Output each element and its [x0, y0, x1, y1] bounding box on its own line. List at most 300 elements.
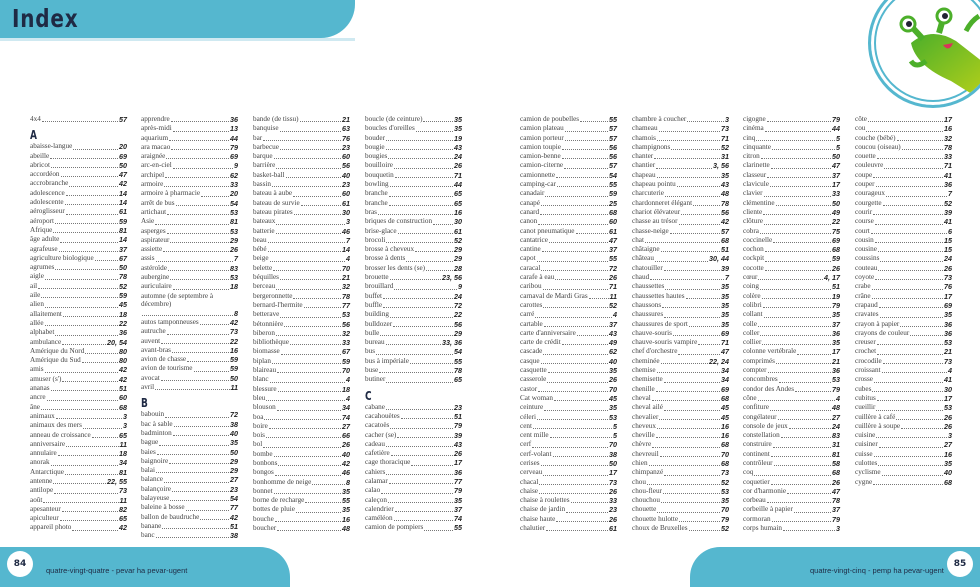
entry-page: 56 [454, 319, 462, 329]
dot-leader [393, 326, 453, 327]
entry-term: chamois [632, 133, 656, 142]
index-entry [141, 531, 238, 540]
entry-term: blouson [253, 403, 276, 412]
dot-leader [664, 475, 720, 476]
dot-leader [276, 233, 341, 234]
entry-term: carte de crédit [520, 338, 561, 347]
index-entry [253, 450, 350, 459]
entry-term: bébé [253, 245, 267, 254]
entry-page: 69 [721, 328, 729, 338]
entry-term: choux de Bruxelles [632, 524, 688, 533]
index-column [141, 115, 238, 540]
entry-page: 4, 17 [824, 273, 840, 283]
dot-leader [272, 186, 341, 187]
entry-term: bulldozer [365, 319, 393, 328]
entry-term: cuisse [855, 449, 873, 458]
dot-leader [270, 261, 345, 262]
entry-page: 46 [342, 226, 350, 236]
entry-page: 80 [119, 356, 127, 366]
dot-leader [201, 196, 229, 197]
entry-page: 35 [454, 124, 462, 134]
dot-leader [532, 447, 608, 448]
index-entry [520, 422, 617, 431]
index-entry [30, 115, 127, 124]
dot-leader [274, 493, 341, 494]
entry-page: 55 [609, 254, 617, 264]
dot-leader [656, 168, 712, 169]
entry-term: chimpanzé [632, 468, 664, 477]
entry-page: 41 [944, 217, 952, 227]
entry-page: 60 [609, 217, 617, 227]
entry-page: 39 [944, 207, 952, 217]
entry-page: 83 [832, 431, 840, 441]
entry-term: beau [253, 235, 267, 244]
index-entry [365, 366, 462, 375]
dot-leader [758, 326, 831, 327]
entry-term: courgette [855, 198, 882, 207]
entry-term: artichaut [141, 207, 167, 216]
entry-term: camping-car [520, 180, 556, 189]
entry-term: aubergine [141, 273, 170, 282]
entry-page: 35 [230, 438, 238, 448]
index-entry [141, 503, 238, 512]
entry-term: boire [253, 421, 268, 430]
entry-page: 9 [234, 161, 238, 171]
entry-term: archipel [141, 170, 165, 179]
dot-leader [53, 232, 118, 233]
dot-leader [875, 242, 943, 243]
entry-page: 80 [119, 346, 127, 356]
entry-page: 53 [944, 338, 952, 348]
entry-term: clôture [743, 217, 763, 226]
entry-page: 52 [119, 281, 127, 291]
dot-leader [795, 391, 831, 392]
entry-page: 43 [454, 439, 462, 449]
entry-page: 22, 24 [709, 356, 729, 366]
dot-leader [761, 158, 831, 159]
entry-term: chauve-souris vampire [632, 338, 698, 347]
entry-page: 16 [230, 345, 238, 355]
index-entry [30, 486, 127, 495]
index-entry [632, 478, 729, 487]
entry-term: chameau [632, 124, 658, 133]
entry-term: cacher (se) [365, 430, 397, 439]
index-entry [253, 478, 350, 487]
index-entry [632, 505, 729, 514]
header-wave [0, 38, 355, 41]
entry-page: 15 [944, 235, 952, 245]
entry-term: camion-benne [520, 152, 561, 161]
entry-page: 63 [342, 124, 350, 134]
dot-leader [877, 400, 943, 401]
entry-term: ambulance [30, 337, 62, 346]
entry-page: 34 [119, 458, 127, 468]
entry-page: 37 [832, 319, 840, 329]
entry-page: 11 [609, 291, 617, 301]
entry-term: chemisette [632, 375, 663, 384]
entry-term: chanter [632, 152, 654, 161]
entry-page: 14 [119, 235, 127, 245]
entry-term: cahiers [365, 467, 386, 476]
entry-term: cockpit [743, 254, 765, 263]
entry-page: 42 [119, 365, 127, 375]
dot-leader [541, 205, 608, 206]
index-entry [365, 124, 462, 133]
entry-page: 50 [119, 263, 127, 273]
entry-page: 24 [454, 152, 462, 162]
dot-leader [875, 224, 943, 225]
page-title: Index [12, 4, 79, 33]
entry-term: auriculaire [141, 282, 172, 291]
entry-page: 77 [454, 476, 462, 486]
entry-page: 3 [948, 431, 952, 441]
dot-leader [665, 196, 720, 197]
dot-leader [386, 344, 441, 345]
index-entry [855, 264, 952, 273]
entry-term: babouin [141, 410, 165, 419]
index-entry [855, 227, 952, 236]
index-entry [253, 199, 350, 208]
entry-page: 23 [342, 142, 350, 152]
index-entry [30, 189, 127, 198]
dot-leader [171, 121, 229, 122]
index-entry [30, 319, 127, 328]
entry-page: 45 [721, 412, 729, 422]
index-entry [520, 301, 617, 310]
dot-leader [758, 400, 835, 401]
entry-page: 7 [234, 254, 238, 264]
dot-leader [557, 186, 608, 187]
dot-leader [871, 233, 947, 234]
dot-leader [873, 484, 943, 485]
entry-page: 16 [454, 207, 462, 217]
index-entry [253, 227, 350, 236]
index-entry [855, 366, 952, 375]
entry-term: cafetière [365, 449, 390, 458]
index-column [253, 115, 350, 533]
entry-page: 54 [609, 170, 617, 180]
index-entry [365, 254, 462, 263]
index-entry [141, 124, 238, 133]
index-entry [520, 152, 617, 161]
entry-page: 68 [721, 393, 729, 403]
index-entry [743, 245, 840, 254]
entry-term: aigle [30, 272, 44, 281]
dot-leader [550, 437, 612, 438]
dot-leader [661, 502, 720, 503]
index-entry [141, 522, 238, 531]
dot-leader [545, 196, 608, 197]
entry-term: bougies [365, 152, 388, 161]
entry-page: 3 [836, 524, 840, 534]
dot-leader [656, 391, 720, 392]
dot-leader [778, 419, 831, 420]
index-entry [632, 347, 729, 356]
entry-term: aile [30, 291, 41, 300]
entry-term: coussins [855, 254, 880, 263]
dot-leader [395, 511, 453, 512]
dot-leader [886, 196, 947, 197]
dot-leader [879, 307, 943, 308]
index-entry [365, 449, 462, 458]
dot-leader [95, 260, 118, 261]
entry-page: 45 [119, 300, 127, 310]
entry-page: 16 [944, 124, 952, 134]
entry-term: canard [520, 207, 540, 216]
dot-leader [541, 270, 608, 271]
index-entry [632, 487, 729, 496]
index-entry [520, 515, 617, 524]
index-entry [253, 496, 350, 505]
dot-leader [142, 315, 233, 316]
dot-leader [386, 409, 453, 410]
index-entry [365, 292, 462, 301]
dot-leader [896, 419, 943, 420]
entry-page: 36 [944, 328, 952, 338]
entry-page: 58 [832, 458, 840, 468]
entry-page: 44 [230, 133, 238, 143]
dot-leader [660, 456, 720, 457]
index-entry [253, 134, 350, 143]
index-entry [141, 327, 238, 336]
dot-leader [423, 121, 453, 122]
index-entry [30, 375, 127, 384]
index-entry [520, 143, 617, 152]
entry-page: 26 [832, 477, 840, 487]
entry-term: ceinture [520, 403, 544, 412]
dot-leader [765, 251, 831, 252]
index-entry [365, 458, 462, 467]
entry-term: boa [253, 412, 264, 421]
index-entry [632, 301, 729, 310]
entry-page: 54 [230, 493, 238, 503]
entry-term: camion toupie [520, 142, 561, 151]
entry-page: 74 [454, 514, 462, 524]
entry-term: balayeuse [141, 493, 170, 502]
entry-page: 70 [721, 449, 729, 459]
entry-term: ail [30, 281, 38, 290]
dot-leader [866, 131, 943, 132]
entry-term: cône [743, 393, 757, 402]
entry-page: 40 [342, 170, 350, 180]
entry-term: aéroport [30, 216, 54, 225]
entry-term: brosser les dents (se) [365, 263, 426, 272]
entry-term: accordéon [30, 170, 60, 179]
index-entry [632, 440, 729, 449]
index-entry [855, 124, 952, 133]
entry-page: 77 [230, 503, 238, 513]
entry-term: biberon [253, 328, 275, 337]
entry-term: apiculteur [30, 514, 59, 523]
dot-leader [170, 242, 229, 243]
entry-term: cuisine [855, 431, 876, 440]
dot-leader [654, 158, 720, 159]
entry-page: 42 [119, 179, 127, 189]
index-entry [253, 320, 350, 329]
index-entry [253, 161, 350, 170]
letter-heading: A [30, 128, 37, 143]
page-number-left: 84 [7, 551, 33, 577]
index-entry [253, 143, 350, 152]
entry-term: annulaire [30, 449, 57, 458]
index-entry [520, 171, 617, 180]
index-entry [743, 217, 840, 226]
index-entry [632, 282, 729, 291]
entry-term: ballon de baudruche [141, 512, 200, 521]
index-entry [632, 217, 729, 226]
entry-page: 36 [230, 115, 238, 124]
dot-leader [770, 410, 831, 411]
entry-page: 65 [454, 375, 462, 385]
dot-leader [378, 214, 453, 215]
dot-leader [765, 131, 831, 132]
index-entry [855, 468, 952, 477]
entry-page: 51 [721, 245, 729, 255]
entry-term: barque [253, 152, 273, 161]
dot-leader [164, 186, 229, 187]
entry-term: carte d'anniversaire [520, 328, 576, 337]
entry-term: cubes [855, 384, 872, 393]
entry-page: 68 [944, 477, 952, 487]
index-entry [141, 457, 238, 466]
index-entry [743, 431, 840, 440]
entry-page: 60 [342, 189, 350, 199]
entry-term: cantine [520, 245, 541, 254]
dot-leader [305, 502, 341, 503]
entry-term: cacahouètes [365, 411, 400, 420]
dot-leader [663, 493, 720, 494]
index-entry [141, 208, 238, 217]
index-entry [632, 152, 729, 161]
index-entry [520, 134, 617, 143]
index-entry [855, 310, 952, 319]
entry-page: 40 [609, 356, 617, 366]
entry-page: 34 [721, 375, 729, 385]
entry-page: 22 [832, 217, 840, 227]
entry-term: cerf-volant [520, 449, 552, 458]
dot-leader [540, 214, 608, 215]
entry-term: bombe [253, 449, 273, 458]
dot-leader [542, 251, 608, 252]
entry-term: chaud [632, 273, 650, 282]
entry-term: biplan [253, 356, 271, 365]
entry-term: cheminée [632, 356, 660, 365]
dot-leader [401, 418, 453, 419]
entry-page: 8 [234, 308, 238, 318]
dot-leader [59, 251, 118, 252]
entry-term: 4x4 [30, 115, 41, 123]
index-entry [30, 477, 127, 486]
dot-leader [394, 168, 453, 169]
dot-leader [62, 344, 106, 345]
index-entry [743, 227, 840, 236]
index-entry [253, 189, 350, 198]
entry-term: blessure [253, 384, 277, 393]
entry-term: arc-en-ciel [141, 161, 172, 170]
entry-term: crayons de couleur [855, 328, 910, 337]
entry-term: amis [30, 365, 44, 374]
entry-page: 18 [230, 282, 238, 292]
index-entry [632, 199, 729, 208]
entry-page: 47 [721, 347, 729, 357]
index-entry [855, 199, 952, 208]
dot-leader [165, 177, 229, 178]
index-entry [520, 292, 617, 301]
entry-term: corbeille à papier [743, 505, 793, 514]
dot-leader [312, 484, 345, 485]
index-entry [141, 292, 238, 318]
entry-term: crabe [855, 282, 871, 291]
dot-leader [73, 149, 118, 150]
entry-page: 51 [832, 282, 840, 292]
page-number-right: 85 [947, 551, 973, 577]
dot-leader [649, 465, 720, 466]
entry-term: clavicule [743, 180, 769, 189]
dot-leader [389, 196, 453, 197]
entry-page: 21 [832, 356, 840, 366]
index-entry [743, 338, 840, 347]
entry-term: couette [855, 152, 876, 161]
index-entry [141, 383, 238, 392]
index-entry [632, 385, 729, 394]
dot-leader [176, 205, 229, 206]
index-entry [632, 459, 729, 468]
entry-term: caméléon [365, 514, 393, 523]
entry-page: 49 [832, 207, 840, 217]
dot-leader [166, 158, 229, 159]
index-entry [743, 199, 840, 208]
index-entry [520, 496, 617, 505]
dot-leader [416, 131, 453, 132]
entry-page: 53 [944, 403, 952, 413]
dot-leader [66, 214, 118, 215]
entry-term: chacal [520, 477, 539, 486]
entry-page: 40 [944, 468, 952, 478]
dot-leader [877, 344, 943, 345]
entry-page: 37 [609, 245, 617, 255]
entry-page: 17 [454, 458, 462, 468]
letter-heading: B [141, 396, 148, 411]
entry-term: cor d'harmonie [743, 486, 787, 495]
dot-leader [910, 335, 943, 336]
entry-term: courageux [855, 189, 885, 198]
dot-leader [156, 261, 233, 262]
entry-term: cocotte [743, 263, 764, 272]
dot-leader [293, 196, 341, 197]
entry-page: 56 [721, 207, 729, 217]
dot-leader [390, 186, 453, 187]
entry-term: beige [253, 254, 269, 263]
entry-term: briques de construction [365, 217, 433, 226]
index-entry [632, 171, 729, 180]
entry-term: confiture [743, 403, 769, 412]
dot-leader [878, 251, 943, 252]
dot-leader [765, 270, 831, 271]
index-entry [30, 496, 127, 505]
dot-leader [406, 261, 453, 262]
dot-leader [162, 528, 229, 529]
entry-term: chapeau pointu [632, 180, 676, 189]
entry-page: 40 [342, 449, 350, 459]
index-entry [30, 505, 127, 514]
dot-leader [760, 289, 831, 290]
dot-leader [50, 158, 118, 159]
index-entry [253, 505, 350, 514]
dot-leader [762, 344, 831, 345]
entry-page: 37 [609, 319, 617, 329]
dot-leader [657, 512, 720, 513]
entry-page: 53 [609, 412, 617, 422]
